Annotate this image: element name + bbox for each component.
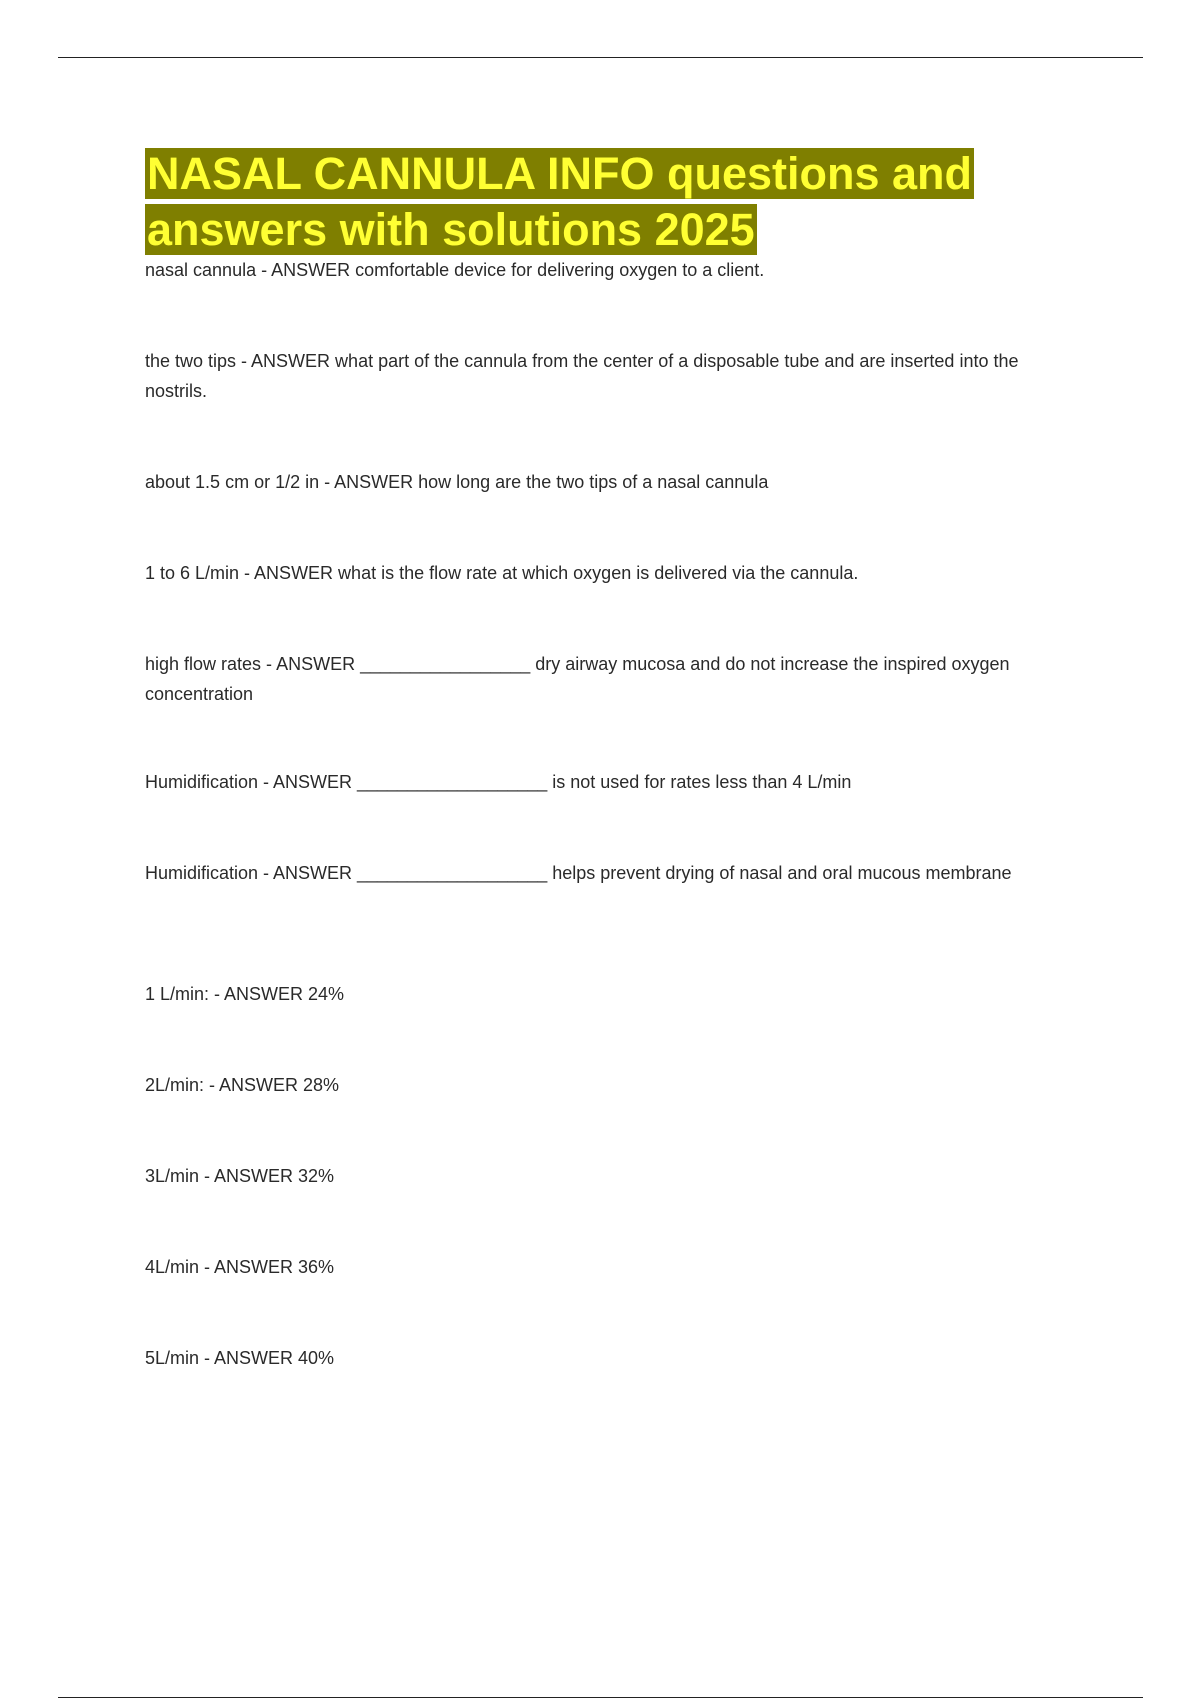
document-title-text: NASAL CANNULA INFO questions and answers with solutions 2025	[147, 148, 973, 255]
qa-entry-11: 4L/min - ANSWER 36%	[145, 1257, 335, 1277]
qa-entry-9: 2L/min: - ANSWER 28%	[145, 1075, 340, 1095]
footer-rule	[58, 1697, 1143, 1698]
qa-entry-1: nasal cannula - ANSWER comfortable device for delivering oxygen to a client.	[145, 260, 765, 280]
qa-entry-10: 3L/min - ANSWER 32%	[145, 1166, 335, 1186]
qa-entry-5: high flow rates - ANSWER _________________ dry airway mucosa and do not increase the inspired oxygen concentration	[145, 654, 1010, 704]
qa-entry-12: 5L/min - ANSWER 40%	[145, 1348, 335, 1368]
header-rule	[58, 57, 1143, 58]
qa-entry-7: Humidification - ANSWER ___________________ helps prevent drying of nasal and oral mucous membrane	[145, 863, 1012, 883]
qa-entry-2: the two tips - ANSWER what part of the cannula from the center of a disposable tube and are inserted into the nostrils.	[145, 351, 1019, 401]
document-title	[145, 146, 1065, 258]
qa-entry-6: Humidification - ANSWER ___________________ is not used for rates less than 4 L/min	[145, 772, 852, 792]
qa-entry-8: 1 L/min: - ANSWER 24%	[145, 984, 345, 1004]
qa-entry-4: 1 to 6 L/min - ANSWER what is the flow rate at which oxygen is delivered via the cannula.	[145, 563, 859, 583]
qa-entry-3: about 1.5 cm or 1/2 in - ANSWER how long are the two tips of a nasal cannula	[145, 472, 769, 492]
